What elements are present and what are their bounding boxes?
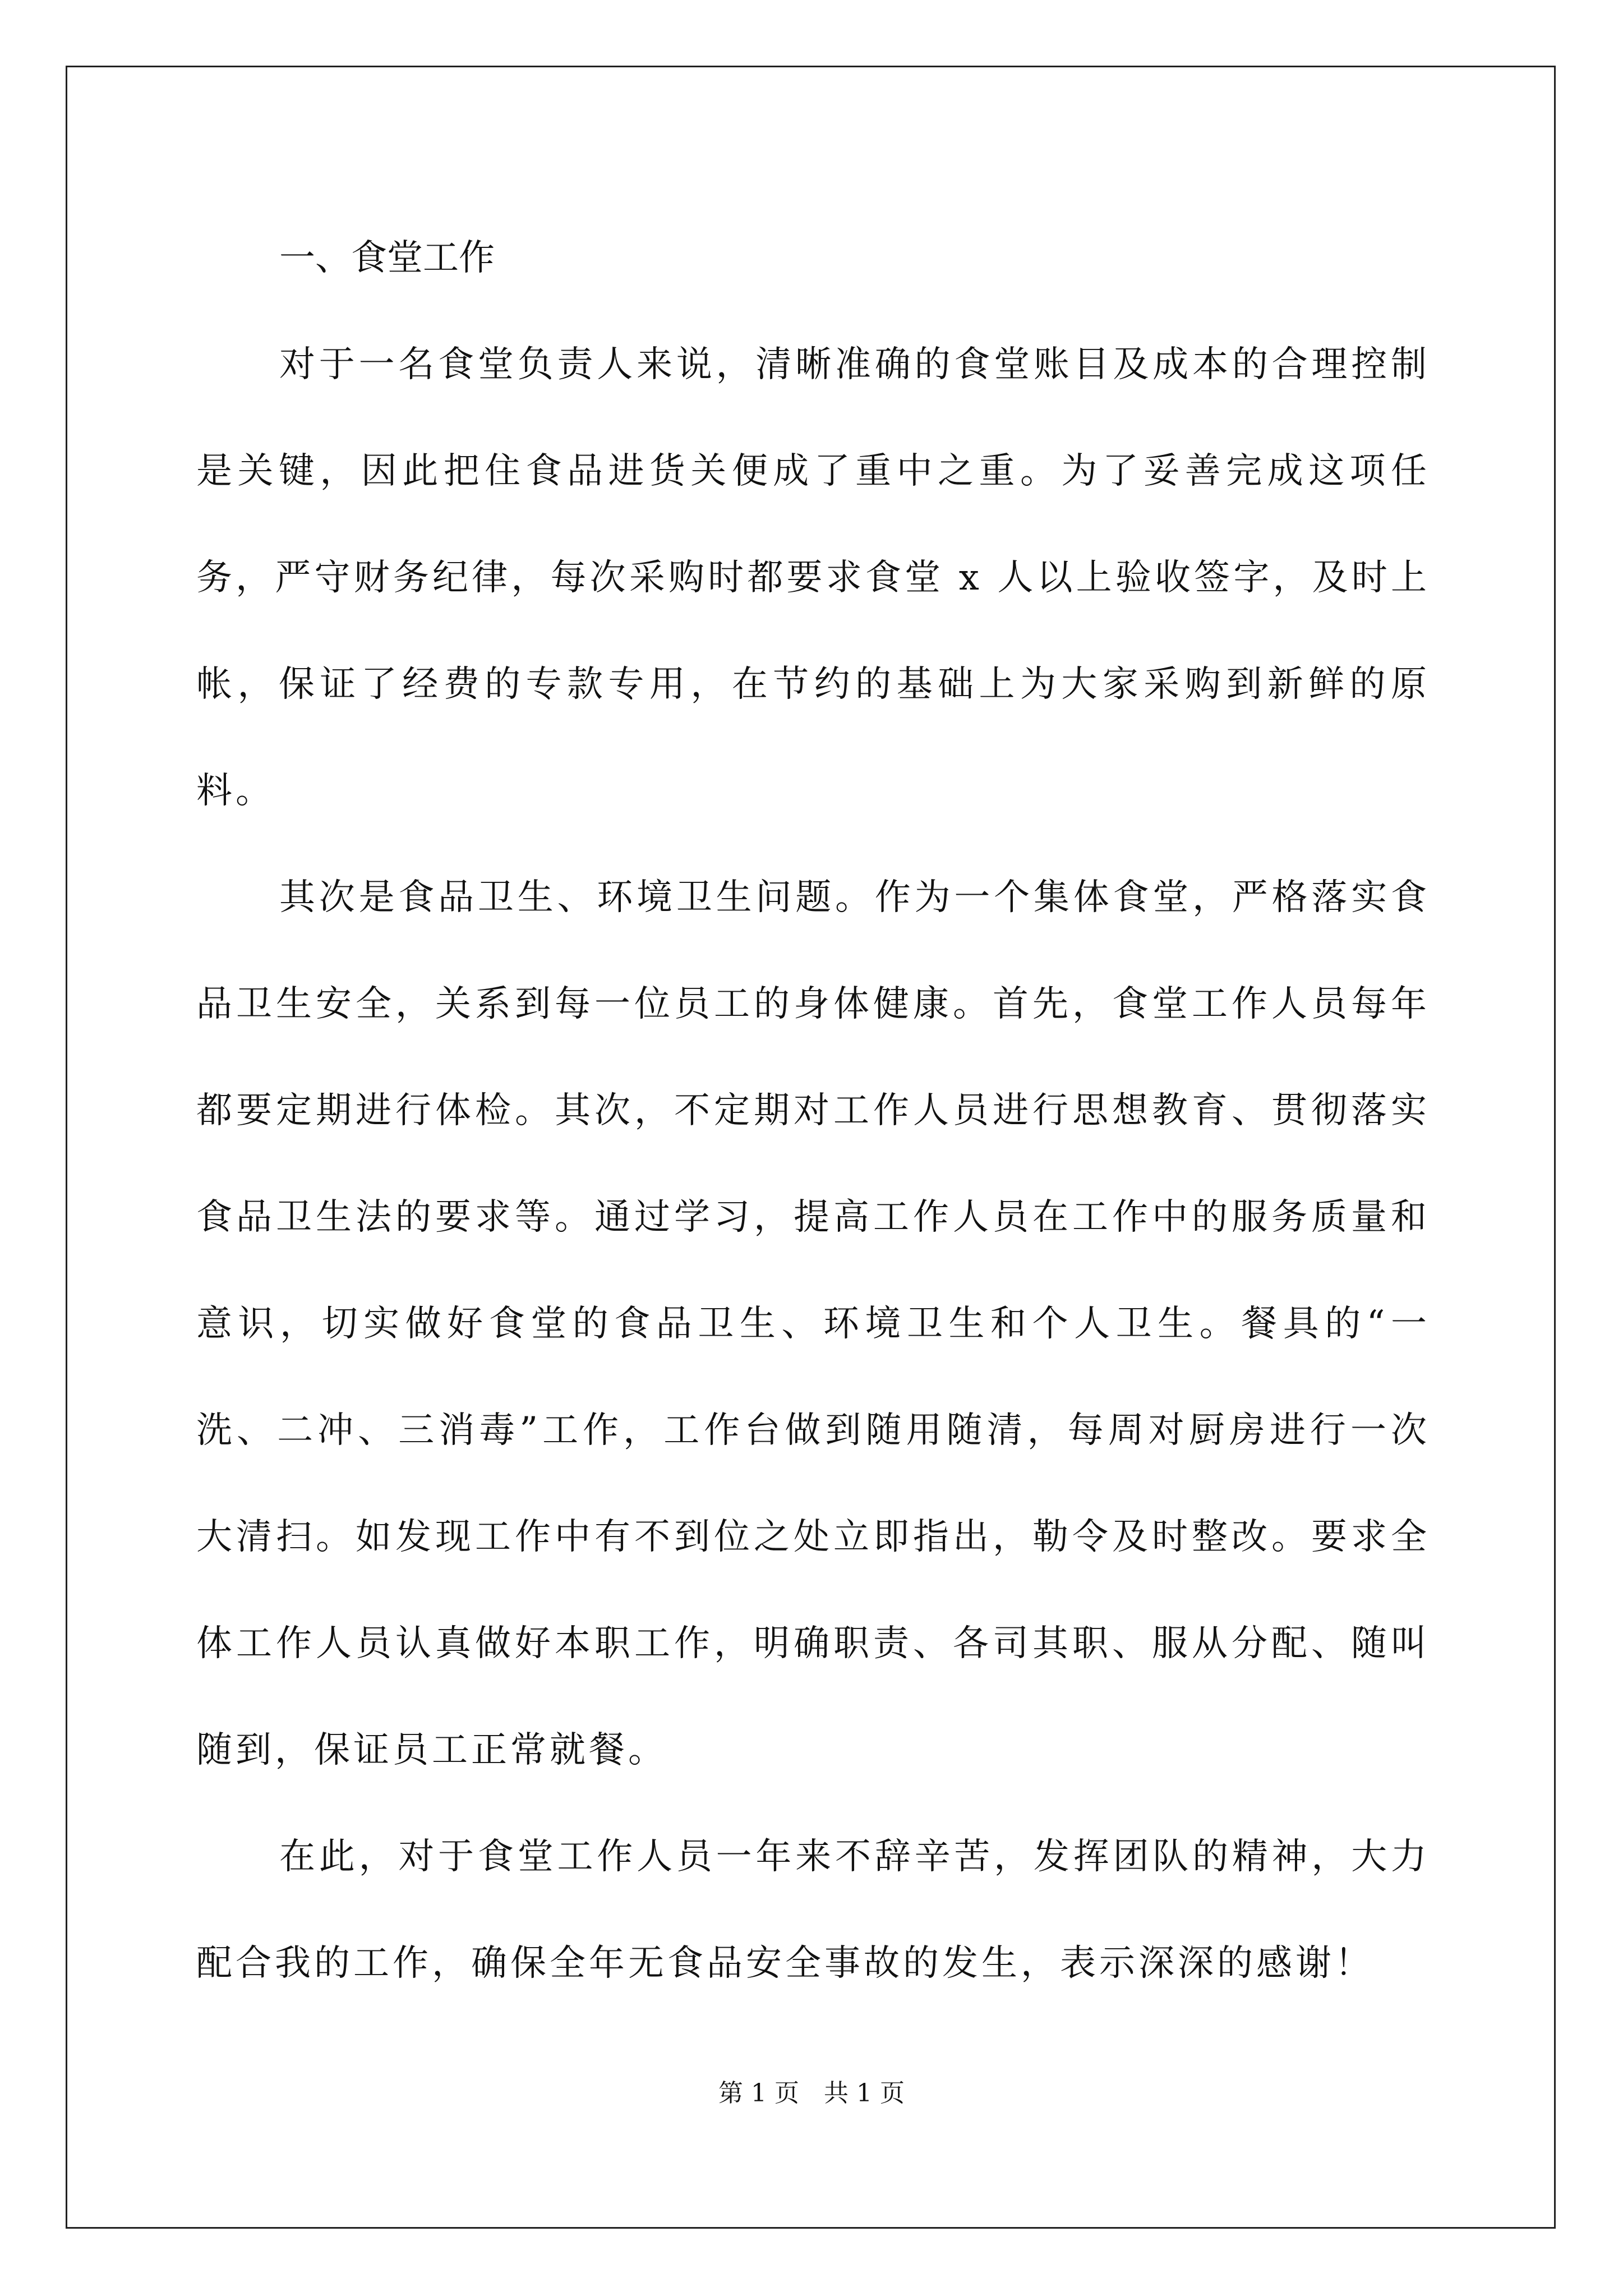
paragraph-purchasing: 对于一名食堂负责人来说，清晰准确的食堂账目及成本的合理控制是关键，因此把住食品进货关便成了重中之重。为了妥善完成这项任务，严守财务纪律，每次采购时都要求食堂 x 人以上验收签字，及时上帐，保证了经费的专款专用，在节约的基础上为大家采购到新鲜的原料。: [196, 344, 1430, 812]
page-number: 第 1 页 共 1 页: [718, 2079, 905, 2108]
page-footer: [0, 2073, 1623, 2109]
paragraph-hygiene: 其次是食品卫生、环境卫生问题。作为一个集体食堂，严格落实食品卫生安全，关系到每一位员工的身体健康。首先，食堂工作人员每年都要定期进行体检。其次，不定期对工作人员进行思想教育、贯彻落实食品卫生法的要求等。通过学习，提高工作人员在工作中的服务质量和意识，切实做好食堂的食品卫生、环境卫生和个人卫生。餐具的“一洗、二冲、三消毒”工作，工作台做到随用随清，每周对厨房进行一次大清扫。如发现工作中有不到位之处立即指出，勒令及时整改。要求全体工作人员认真做好本职工作，明确职责、各司其职、服从分配、随叫随到，保证员工正常就餐。: [196, 877, 1430, 1771]
section-heading: 一、食堂工作: [279, 237, 495, 279]
document-body: [196, 205, 1430, 2017]
paragraph-thanks: 在此，对于食堂工作人员一年来不辞辛苦，发挥团队的精神，大力配合我的工作，确保全年无食品安全事故的发生，表示深深的感谢！: [196, 1836, 1430, 1984]
